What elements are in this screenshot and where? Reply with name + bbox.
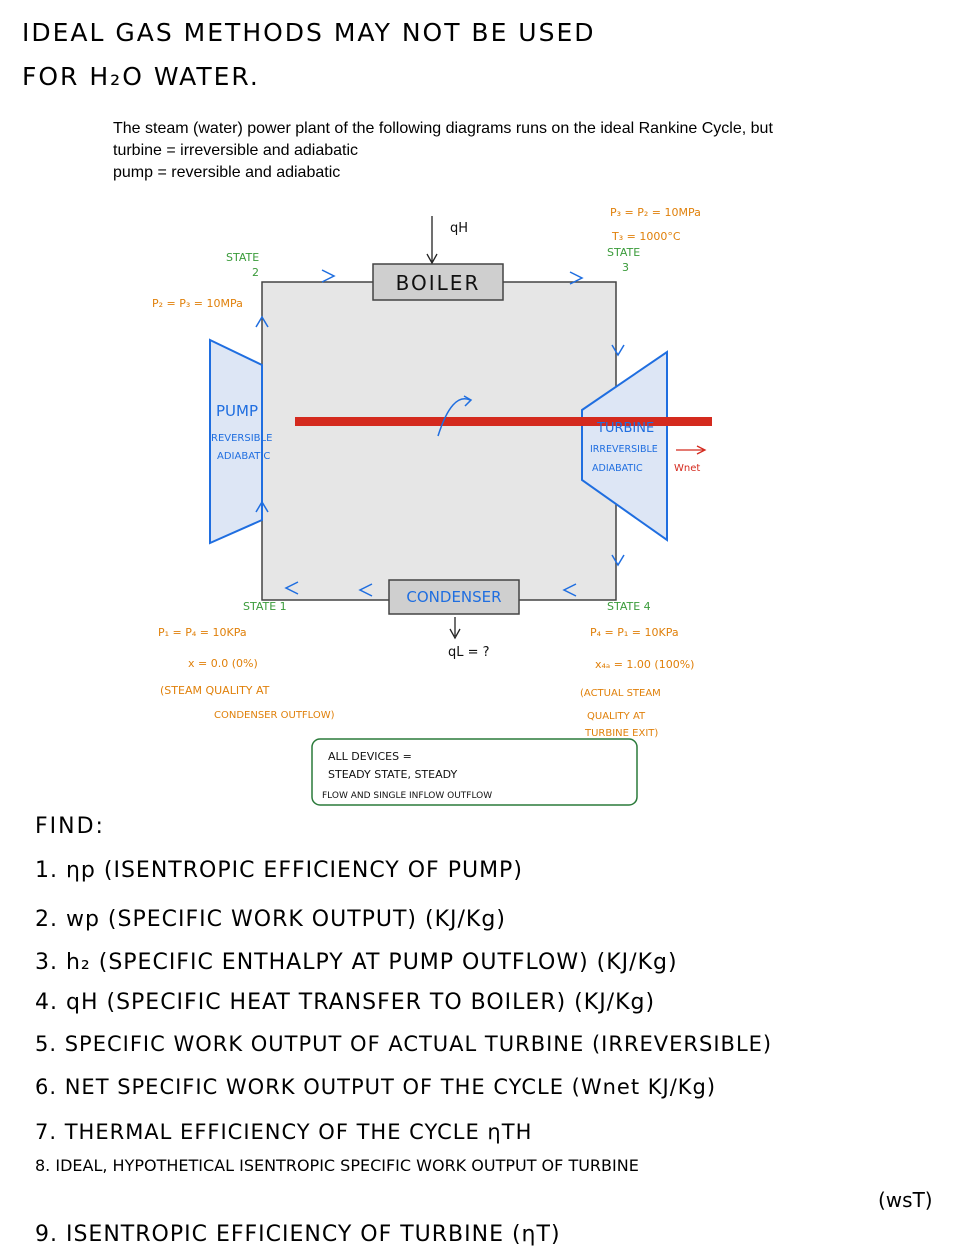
find-item-9: 9. ISENTROPIC EFFICIENCY OF TURBINE (ηT)	[35, 1222, 561, 1247]
pump-reversible-label: REVERSIBLE	[211, 433, 273, 444]
flow-arrow-icon	[322, 270, 334, 282]
pump-label: PUMP	[216, 402, 259, 420]
state2-number: 2	[252, 266, 259, 279]
turbine-irreversible-label: IRREVERSIBLE	[590, 444, 658, 455]
state3-pressure: P₃ = P₂ = 10MPa	[610, 206, 701, 219]
note-line-3: FLOW AND SINGLE INFLOW OUTFLOW	[322, 791, 493, 801]
header-line-1: IDEAL GAS METHODS MAY NOT BE USED	[22, 18, 596, 47]
note-line-2: STEADY STATE, STEADY	[328, 768, 458, 781]
state1-quality: x = 0.0 (0%)	[188, 657, 258, 670]
state4-pressure: P₄ = P₁ = 10KPa	[590, 626, 679, 639]
state1-note-2: CONDENSER OUTFLOW)	[214, 710, 335, 721]
header-line-2: FOR H₂O WATER.	[22, 62, 260, 91]
find-item-3: 3. h₂ (SPECIFIC ENTHALPY AT PUMP OUTFLOW) (KJ/Kg)	[35, 950, 678, 975]
problem-line-2: turbine = irreversible and adiabatic	[113, 142, 359, 159]
state3-number: 3	[622, 261, 629, 274]
state4-note-2: QUALITY AT	[587, 711, 646, 722]
state2-title: STATE	[226, 251, 260, 264]
problem-line-3: pump = reversible and adiabatic	[113, 164, 341, 181]
qh-label: qH	[450, 221, 469, 236]
find-item-7: 7. THERMAL EFFICIENCY OF THE CYCLE ηTH	[35, 1120, 533, 1144]
state4-quality: x₄ₐ = 1.00 (100%)	[595, 658, 695, 671]
turbine-adiabatic-label: ADIABATIC	[592, 463, 643, 474]
condenser-label: CONDENSER	[406, 588, 502, 606]
state1-title: STATE 1	[243, 600, 287, 613]
problem-line-1: The steam (water) power plant of the following diagrams runs on the ideal Rankine Cycle, but	[113, 120, 773, 137]
find-item-8-tail: (wsT)	[878, 1188, 933, 1212]
state4-title: STATE 4	[607, 600, 651, 613]
turbine-label: TURBINE	[597, 421, 655, 436]
find-title: FIND:	[35, 814, 105, 839]
cycle-loop-box	[262, 282, 616, 600]
find-item-5: 5. SPECIFIC WORK OUTPUT OF ACTUAL TURBINE (IRREVERSIBLE)	[35, 1032, 773, 1056]
wnet-label: Wnet	[674, 463, 701, 474]
find-item-6: 6. NET SPECIFIC WORK OUTPUT OF THE CYCLE (Wnet KJ/Kg)	[35, 1075, 717, 1099]
state3-title: STATE	[607, 246, 641, 259]
note-line-1: ALL DEVICES =	[328, 750, 412, 763]
state3-temperature: T₃ = 1000°C	[612, 230, 681, 243]
state2-pressure: P₂ = P₃ = 10MPa	[152, 297, 243, 310]
find-item-1: 1. ηp (ISENTROPIC EFFICIENCY OF PUMP)	[35, 858, 523, 883]
boiler-label: BOILER	[395, 271, 481, 295]
state1-pressure: P₁ = P₄ = 10KPa	[158, 626, 247, 639]
find-item-2: 2. wp (SPECIFIC WORK OUTPUT) (KJ/Kg)	[35, 907, 506, 932]
state1-note-1: (STEAM QUALITY AT	[160, 684, 270, 697]
pump-adiabatic-label: ADIABATIC	[217, 451, 271, 462]
find-item-8: 8. IDEAL, HYPOTHETICAL ISENTROPIC SPECIFIC WORK OUTPUT OF TURBINE	[35, 1156, 639, 1175]
ql-label: qL = ?	[448, 645, 490, 660]
find-item-4: 4. qH (SPECIFIC HEAT TRANSFER TO BOILER) (KJ/Kg)	[35, 990, 656, 1015]
state4-note-1: (ACTUAL STEAM	[580, 688, 661, 699]
state4-note-3: TURBINE EXIT)	[585, 728, 659, 739]
